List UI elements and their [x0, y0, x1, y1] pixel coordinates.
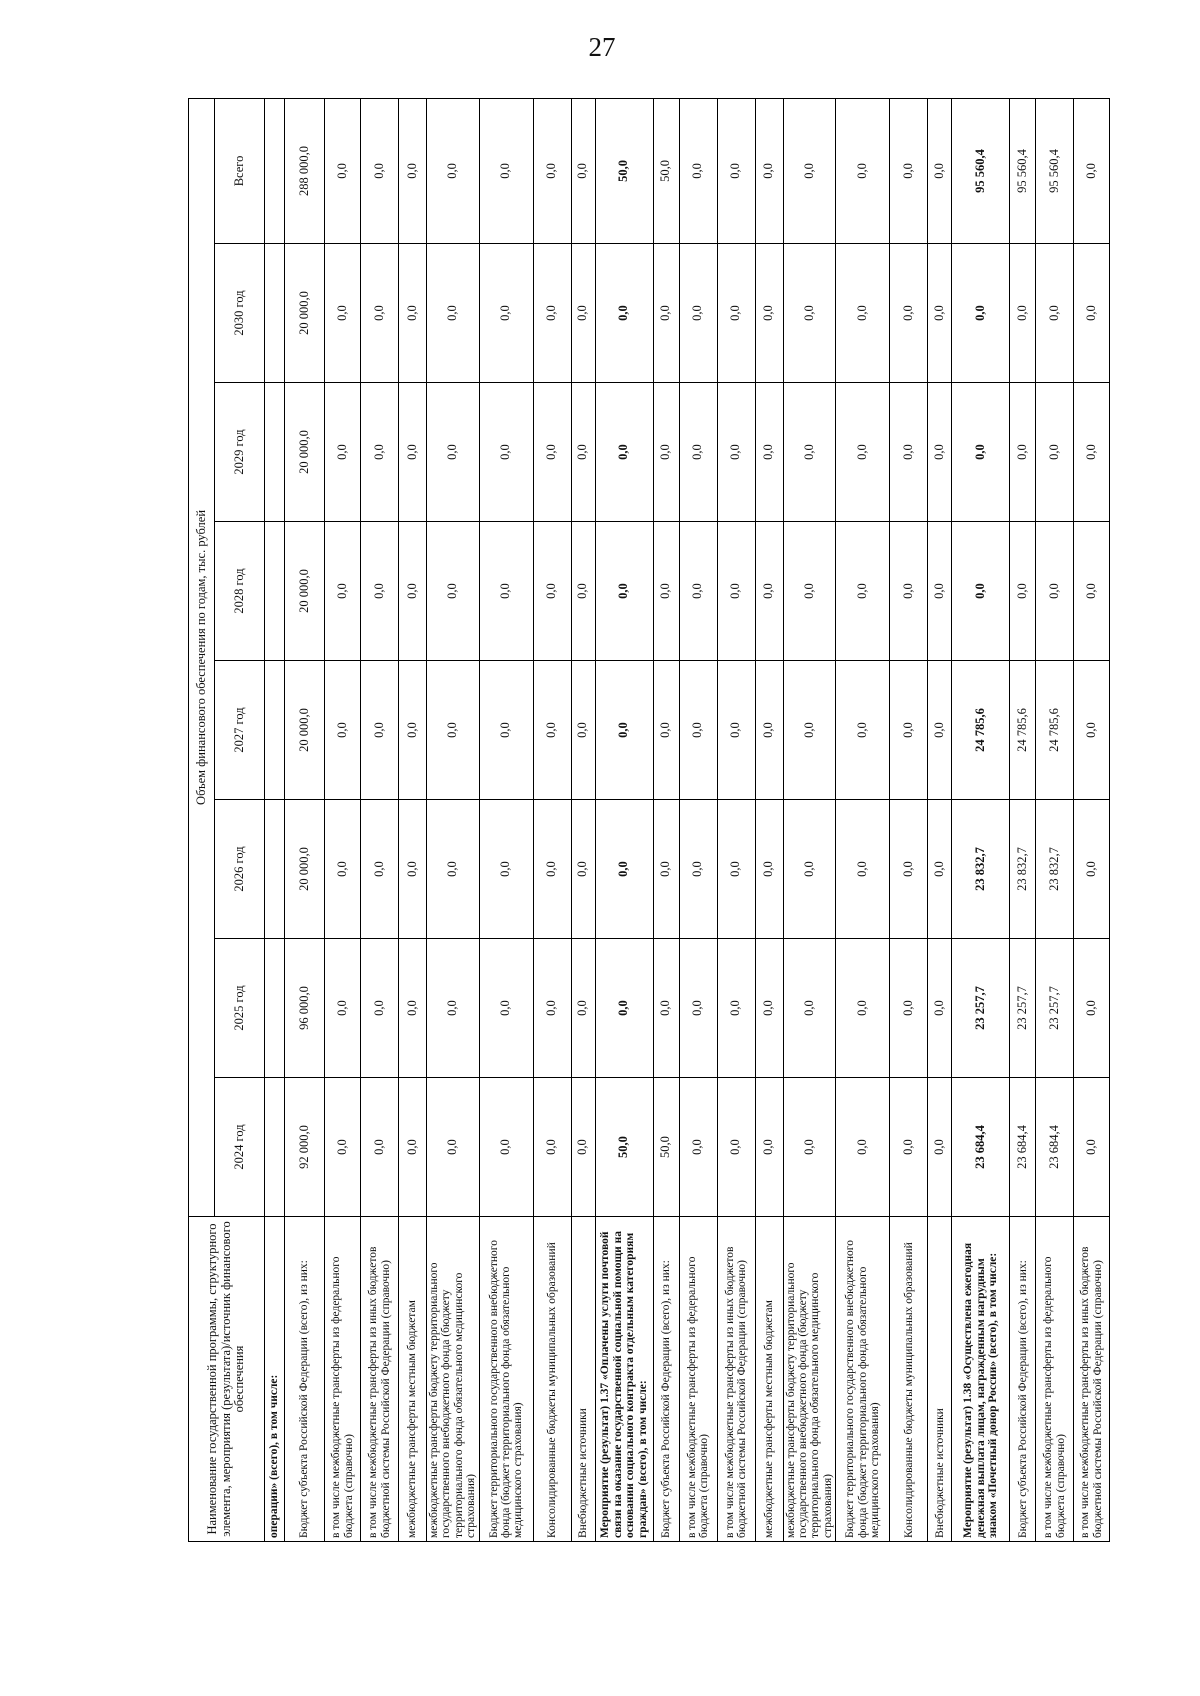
year-header-2029: 2029 год: [215, 383, 265, 522]
row-year-value: [265, 1078, 285, 1217]
row-total-value: 0,0: [325, 98, 361, 243]
row-year-value: 0,0: [679, 661, 717, 800]
name-column-header: Наименование государственной программы, структурного элемента, мероприятия (результата)/источник финансового обеспечения: [189, 1217, 265, 1542]
row-label: Внебюджетные источники: [928, 1217, 952, 1542]
page-number: 27: [588, 32, 616, 62]
row-year-value: 0,0: [479, 939, 533, 1078]
row-year-value: 0,0: [755, 939, 783, 1078]
row-label: межбюджетные трансферты местным бюджетам: [399, 1217, 427, 1542]
row-year-value: 0,0: [571, 661, 595, 800]
row-year-value: 24 785,6: [1010, 661, 1036, 800]
row-year-value: 0,0: [890, 522, 928, 661]
row-year-value: 0,0: [595, 383, 653, 522]
row-year-value: 0,0: [836, 244, 890, 383]
row-year-value: 0,0: [928, 383, 952, 522]
row-year-value: 0,0: [325, 1078, 361, 1217]
row-year-value: [265, 939, 285, 1078]
row-year-value: 0,0: [533, 661, 571, 800]
row-year-value: 23 257,7: [1036, 939, 1074, 1078]
row-year-value: 0,0: [533, 800, 571, 939]
year-header-2030: 2030 год: [215, 244, 265, 383]
row-year-value: 0,0: [399, 661, 427, 800]
row-year-value: 20 000,0: [285, 800, 325, 939]
row-year-value: 0,0: [755, 244, 783, 383]
row-year-value: 0,0: [533, 244, 571, 383]
row-year-value: 0,0: [928, 522, 952, 661]
row-year-value: 0,0: [533, 522, 571, 661]
row-total-value: 0,0: [361, 98, 399, 243]
row-year-value: 0,0: [399, 1078, 427, 1217]
row-total-value: 0,0: [836, 98, 890, 243]
row-label: межбюджетные трансферты бюджету территориального государственного внебюджетного фонда (бюджету территориального фонда обязательного медицинского страхования): [427, 1217, 480, 1542]
row-year-value: 0,0: [361, 244, 399, 383]
row-year-value: 0,0: [533, 939, 571, 1078]
table-row: [836, 98, 890, 1541]
row-year-value: 0,0: [399, 800, 427, 939]
row-year-value: 0,0: [836, 800, 890, 939]
row-label: Внебюджетные источники: [571, 1217, 595, 1542]
row-year-value: 0,0: [479, 244, 533, 383]
row-total-value: 0,0: [755, 98, 783, 243]
year-header-2027: 2027 год: [215, 661, 265, 800]
row-total-value: 0,0: [399, 98, 427, 243]
row-year-value: 23 684,4: [1036, 1078, 1074, 1217]
row-label: в том числе межбюджетные трансферты из иных бюджетов бюджетной системы Российской Федерации (справочно): [717, 1217, 755, 1542]
row-year-value: 24 785,6: [1036, 661, 1074, 800]
row-label: Мероприятие (результат) 1.38 «Осуществлена ежегодная денежная выплата лицам, награжденным нагрудным знаком «Почетный донор России» (всего), в том числе:: [952, 1217, 1010, 1542]
table-row: [679, 98, 717, 1541]
row-year-value: 0,0: [1074, 939, 1110, 1078]
row-year-value: 0,0: [571, 800, 595, 939]
row-year-value: 0,0: [595, 939, 653, 1078]
row-year-value: 0,0: [836, 383, 890, 522]
row-year-value: 0,0: [653, 661, 679, 800]
row-total-value: 0,0: [928, 98, 952, 243]
row-year-value: 0,0: [1074, 244, 1110, 383]
row-year-value: [265, 800, 285, 939]
row-year-value: 0,0: [679, 939, 717, 1078]
row-year-value: 20 000,0: [285, 661, 325, 800]
row-year-value: 0,0: [836, 661, 890, 800]
row-year-value: 0,0: [1010, 244, 1036, 383]
row-year-value: 0,0: [479, 661, 533, 800]
row-year-value: 23 684,4: [952, 1078, 1010, 1217]
row-year-value: 0,0: [755, 800, 783, 939]
row-year-value: 20 000,0: [285, 244, 325, 383]
table-row: [479, 98, 533, 1541]
row-year-value: 0,0: [399, 939, 427, 1078]
row-total-value: 0,0: [533, 98, 571, 243]
row-year-value: 0,0: [361, 522, 399, 661]
total-header: Всего: [215, 98, 265, 243]
row-total-value: 0,0: [717, 98, 755, 243]
row-total-value: 95 560,4: [1010, 98, 1036, 243]
year-header-2026: 2026 год: [215, 800, 265, 939]
row-year-value: 0,0: [679, 1078, 717, 1217]
row-year-value: 0,0: [571, 383, 595, 522]
year-header-2024: 2024 год: [215, 1078, 265, 1217]
row-year-value: 0,0: [595, 661, 653, 800]
row-year-value: 0,0: [1010, 522, 1036, 661]
row-year-value: 0,0: [595, 522, 653, 661]
row-total-value: 0,0: [783, 98, 836, 243]
row-year-value: 0,0: [571, 522, 595, 661]
table-row: [783, 98, 836, 1541]
row-total-value: 0,0: [571, 98, 595, 243]
row-year-value: 23 832,7: [1036, 800, 1074, 939]
table-row: [1036, 98, 1074, 1541]
volume-column-header: Объем финансового обеспечения по годам, тыс. рублей: [189, 98, 215, 1216]
table-row: [285, 98, 325, 1541]
row-total-value: 0,0: [890, 98, 928, 243]
row-label: межбюджетные трансферты бюджету территориального государственного внебюджетного фонда (бюджету территориального фонда обязательного медицинского страхования): [783, 1217, 836, 1542]
row-year-value: [265, 522, 285, 661]
row-total-value: 0,0: [427, 98, 480, 243]
row-year-value: 0,0: [755, 522, 783, 661]
table-row: [890, 98, 928, 1541]
row-year-value: 0,0: [679, 522, 717, 661]
row-year-value: 0,0: [571, 244, 595, 383]
row-year-value: [265, 383, 285, 522]
row-year-value: 0,0: [571, 1078, 595, 1217]
row-year-value: 0,0: [325, 661, 361, 800]
table-row: [325, 98, 361, 1541]
table-row: [717, 98, 755, 1541]
row-year-value: 0,0: [1036, 522, 1074, 661]
row-year-value: 0,0: [783, 661, 836, 800]
row-total-value: [265, 98, 285, 243]
row-total-value: 0,0: [1074, 98, 1110, 243]
row-year-value: 0,0: [783, 522, 836, 661]
row-year-value: 0,0: [595, 800, 653, 939]
row-total-value: 288 000,0: [285, 98, 325, 243]
row-year-value: 0,0: [783, 800, 836, 939]
row-year-value: 0,0: [717, 1078, 755, 1217]
row-year-value: 0,0: [679, 800, 717, 939]
row-year-value: 20 000,0: [285, 522, 325, 661]
row-label: операции» (всего), в том числе:: [265, 1217, 285, 1542]
row-year-value: 0,0: [1036, 383, 1074, 522]
row-year-value: 0,0: [325, 800, 361, 939]
row-year-value: 0,0: [361, 661, 399, 800]
row-year-value: 0,0: [890, 800, 928, 939]
table-row: [361, 98, 399, 1541]
header-row-1: [189, 98, 215, 1541]
row-year-value: 0,0: [679, 244, 717, 383]
table-body: [265, 98, 1110, 1541]
row-year-value: 0,0: [1010, 383, 1036, 522]
row-year-value: 0,0: [361, 383, 399, 522]
row-year-value: 0,0: [928, 1078, 952, 1217]
row-year-value: 0,0: [717, 939, 755, 1078]
row-year-value: 0,0: [717, 244, 755, 383]
row-year-value: 23 257,7: [952, 939, 1010, 1078]
row-year-value: 0,0: [427, 661, 480, 800]
row-label: Бюджет субъекта Российской Федерации (всего), из них:: [653, 1217, 679, 1542]
table-row: [1074, 98, 1110, 1541]
row-year-value: 0,0: [717, 522, 755, 661]
row-year-value: 0,0: [890, 244, 928, 383]
row-label: Консолидированные бюджеты муниципальных образований: [890, 1217, 928, 1542]
row-label: Консолидированные бюджеты муниципальных образований: [533, 1217, 571, 1542]
row-year-value: 0,0: [928, 939, 952, 1078]
row-year-value: 0,0: [653, 939, 679, 1078]
row-label: Бюджет субъекта Российской Федерации (всего), из них:: [1010, 1217, 1036, 1542]
row-label: Бюджет территориального государственного внебюджетного фонда (бюджет территориального фонда обязательного медицинского страхования): [479, 1217, 533, 1542]
row-year-value: 0,0: [399, 522, 427, 661]
row-label: межбюджетные трансферты местным бюджетам: [755, 1217, 783, 1542]
row-year-value: 0,0: [1074, 1078, 1110, 1217]
row-year-value: 0,0: [1074, 800, 1110, 939]
row-year-value: 0,0: [952, 244, 1010, 383]
row-year-value: 0,0: [1074, 383, 1110, 522]
table-row: [571, 98, 595, 1541]
table-row: [952, 98, 1010, 1541]
row-year-value: 96 000,0: [285, 939, 325, 1078]
row-year-value: 0,0: [427, 939, 480, 1078]
table-row: [427, 98, 480, 1541]
row-label: Бюджет территориального государственного внебюджетного фонда (бюджет территориального фонда обязательного медицинского страхования): [836, 1217, 890, 1542]
row-year-value: 0,0: [427, 383, 480, 522]
row-year-value: 0,0: [399, 383, 427, 522]
table-row: [265, 98, 285, 1541]
row-label: в том числе межбюджетные трансферты из федерального бюджета (справочно): [679, 1217, 717, 1542]
row-year-value: 0,0: [361, 939, 399, 1078]
row-year-value: 0,0: [783, 383, 836, 522]
row-year-value: 0,0: [653, 383, 679, 522]
row-label: в том числе межбюджетные трансферты из иных бюджетов бюджетной системы Российской Федерации (справочно): [361, 1217, 399, 1542]
row-year-value: 0,0: [595, 244, 653, 383]
row-year-value: 0,0: [717, 800, 755, 939]
row-year-value: 0,0: [836, 939, 890, 1078]
row-year-value: 0,0: [361, 1078, 399, 1217]
table-row: [1010, 98, 1036, 1541]
row-year-value: 50,0: [595, 1078, 653, 1217]
year-header-2028: 2028 год: [215, 522, 265, 661]
row-year-value: [265, 244, 285, 383]
row-year-value: 0,0: [325, 939, 361, 1078]
year-header-2025: 2025 год: [215, 939, 265, 1078]
row-year-value: 0,0: [1074, 522, 1110, 661]
row-year-value: 0,0: [783, 1078, 836, 1217]
row-year-value: 0,0: [427, 522, 480, 661]
table-row: [755, 98, 783, 1541]
row-year-value: 0,0: [533, 1078, 571, 1217]
row-year-value: 50,0: [653, 1078, 679, 1217]
row-year-value: 0,0: [755, 1078, 783, 1217]
row-year-value: 0,0: [533, 383, 571, 522]
row-year-value: 23 684,4: [1010, 1078, 1036, 1217]
row-year-value: 0,0: [479, 383, 533, 522]
row-year-value: 92 000,0: [285, 1078, 325, 1217]
row-label: в том числе межбюджетные трансферты из федерального бюджета (справочно): [325, 1217, 361, 1542]
row-year-value: 0,0: [717, 661, 755, 800]
row-total-value: 50,0: [595, 98, 653, 243]
row-year-value: 0,0: [890, 661, 928, 800]
row-year-value: 20 000,0: [285, 383, 325, 522]
row-label: в том числе межбюджетные трансферты из иных бюджетов бюджетной системы Российской Федерации (справочно): [1074, 1217, 1110, 1542]
row-year-value: 0,0: [928, 661, 952, 800]
row-total-value: 50,0: [653, 98, 679, 243]
row-year-value: 0,0: [427, 800, 480, 939]
row-year-value: 0,0: [325, 383, 361, 522]
row-year-value: 0,0: [890, 383, 928, 522]
row-year-value: 0,0: [717, 383, 755, 522]
row-year-value: [265, 661, 285, 800]
row-label: в том числе межбюджетные трансферты из федерального бюджета (справочно): [1036, 1217, 1074, 1542]
row-year-value: 0,0: [952, 522, 1010, 661]
row-year-value: 23 832,7: [952, 800, 1010, 939]
row-year-value: 23 257,7: [1010, 939, 1036, 1078]
row-year-value: 0,0: [1036, 244, 1074, 383]
table-row: [928, 98, 952, 1541]
row-year-value: 0,0: [952, 383, 1010, 522]
table-row: [533, 98, 571, 1541]
row-year-value: 0,0: [890, 939, 928, 1078]
row-year-value: 0,0: [479, 800, 533, 939]
row-year-value: 0,0: [783, 939, 836, 1078]
row-total-value: 95 560,4: [1036, 98, 1074, 243]
row-year-value: 23 832,7: [1010, 800, 1036, 939]
table-row: [399, 98, 427, 1541]
row-year-value: 0,0: [399, 244, 427, 383]
rotated-table-container: [188, 99, 1104, 1542]
row-year-value: 0,0: [783, 244, 836, 383]
financing-table: [188, 98, 1110, 1542]
table-row: [595, 98, 653, 1541]
table-header: [189, 98, 265, 1541]
row-year-value: 0,0: [755, 383, 783, 522]
row-year-value: 0,0: [928, 244, 952, 383]
row-year-value: 0,0: [755, 661, 783, 800]
row-year-value: 0,0: [479, 1078, 533, 1217]
row-total-value: 95 560,4: [952, 98, 1010, 243]
row-year-value: 0,0: [571, 939, 595, 1078]
row-year-value: 0,0: [836, 1078, 890, 1217]
row-year-value: 0,0: [653, 800, 679, 939]
row-year-value: 0,0: [479, 522, 533, 661]
row-total-value: 0,0: [679, 98, 717, 243]
row-year-value: 0,0: [679, 383, 717, 522]
row-year-value: 24 785,6: [952, 661, 1010, 800]
row-year-value: 0,0: [653, 244, 679, 383]
row-year-value: 0,0: [890, 1078, 928, 1217]
row-total-value: 0,0: [479, 98, 533, 243]
row-year-value: 0,0: [325, 522, 361, 661]
row-label: Бюджет субъекта Российской Федерации (всего), из них:: [285, 1217, 325, 1542]
row-year-value: 0,0: [928, 800, 952, 939]
row-year-value: 0,0: [325, 244, 361, 383]
row-year-value: 0,0: [361, 800, 399, 939]
row-year-value: 0,0: [1074, 661, 1110, 800]
row-year-value: 0,0: [836, 522, 890, 661]
row-label: Мероприятие (результат) 1.37 «Оплачены услуги почтовой связи на оказание государственной социальной помощи на основании социального контракта отдельным категориям граждан» (всего), в том числе:: [595, 1217, 653, 1542]
table-row: [653, 98, 679, 1541]
row-year-value: 0,0: [427, 244, 480, 383]
row-year-value: 0,0: [653, 522, 679, 661]
row-year-value: 0,0: [427, 1078, 480, 1217]
